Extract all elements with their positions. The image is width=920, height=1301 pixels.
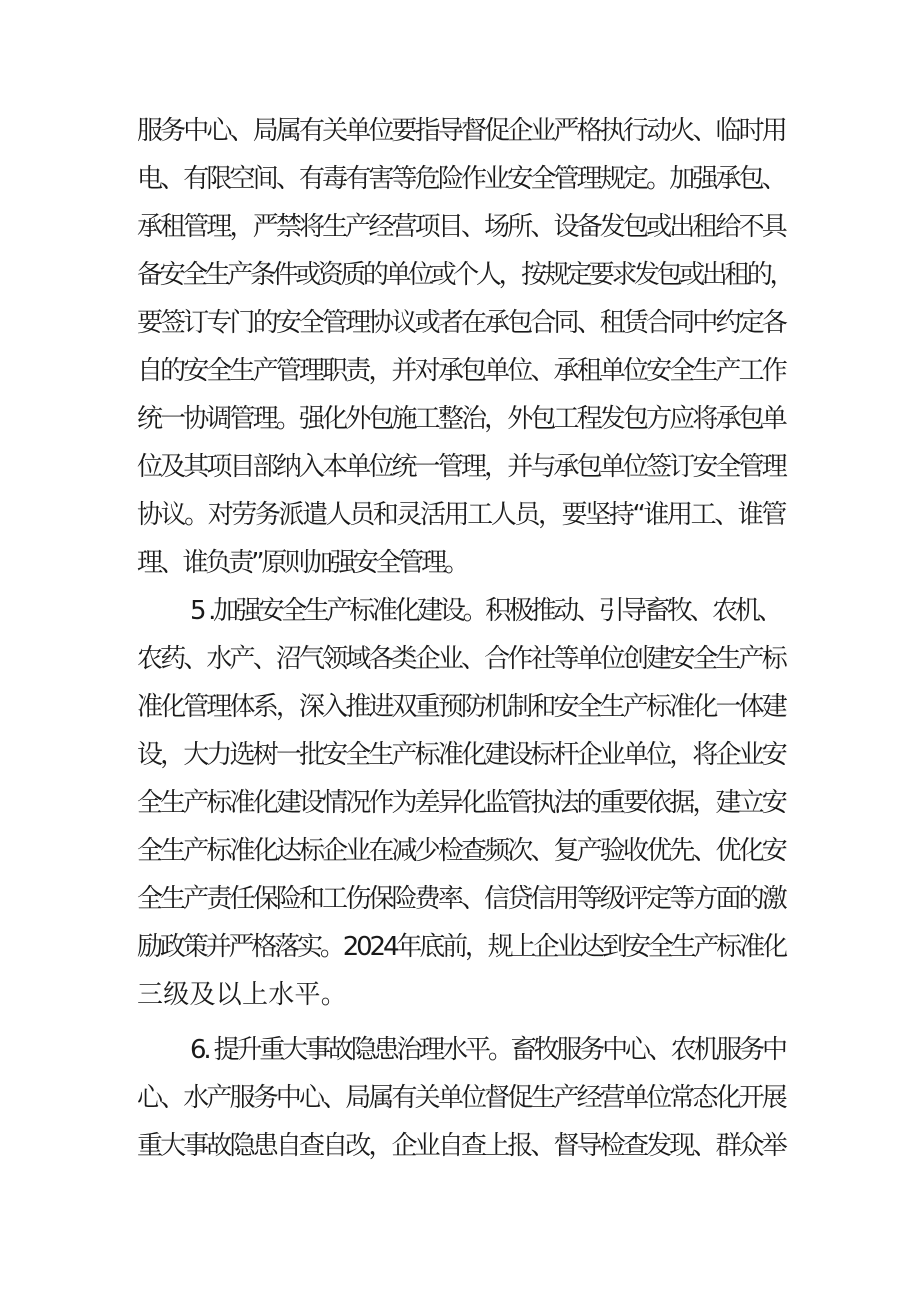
line-text: 备安全生产条件或资质的单位或个人，按规定要求发包或出租的， [137, 260, 793, 290]
text-line [0, 971, 920, 1019]
line-text: 协议。对劳务派遣人员和灵活用工人员，要坚持“谁用工、谁管 [137, 500, 785, 530]
line-text: 心、水产服务中心、局属有关单位督促生产经营单位常态化开展 [137, 1083, 785, 1113]
text-line [0, 299, 920, 347]
text-line [0, 1122, 920, 1170]
text-line [0, 827, 920, 875]
line-text: 服务中心、局属有关单位要指导督促企业严格执行动火、临时用 [137, 116, 785, 146]
text-line [0, 1026, 920, 1074]
line-text: 要签订专门的安全管理协议或者在承包合同、租赁合同中约定各 [137, 308, 785, 338]
line-text: 位及其项目部纳入本单位统一管理，并与承包单位签订安全管理 [137, 452, 785, 482]
line-text: 全生产责任保险和工伤保险费率、信贷信用等级评定等方面的激 [137, 884, 785, 914]
text-line [0, 155, 920, 203]
line-text: 重大事故隐患自查自改，企业自查上报、督导检查发现、群众举 [137, 1131, 785, 1161]
text-line [0, 203, 920, 251]
text-line [0, 443, 920, 491]
line-text: 电、有限空间、有毒有害等危险作业安全管理规定。加强承包、 [137, 164, 785, 194]
line-text: 准化管理体系，深入推进双重预防机制和安全生产标准化一体建 [137, 692, 785, 722]
text-line [0, 923, 920, 971]
line-text: 农药、水产、沼气领域各类企业、合作社等单位创建安全生产标 [137, 644, 785, 674]
text-line [0, 251, 920, 299]
text-line [0, 491, 920, 539]
text-line [0, 779, 920, 827]
line-text: 三级及以上水平。 [137, 980, 348, 1010]
text-line [0, 107, 920, 155]
line-text: 设，大力选树一批安全生产标准化建设标杆企业单位，将企业安 [137, 740, 785, 770]
text-line [0, 635, 920, 683]
text-line [0, 683, 920, 731]
text-line [0, 347, 920, 395]
line-text: 全生产标准化达标企业在减少检查频次、复产验收优先、优化安 [137, 836, 785, 866]
text-line [0, 875, 920, 923]
text-line [0, 1074, 920, 1122]
line-text: 承租管理，严禁将生产经营项目、场所、设备发包或出租给不具 [137, 212, 785, 242]
line-text: 6. 提升重大事故隐患治理水平。畜牧服务中心、农机服务中 [190, 1035, 785, 1065]
line-text: 全生产标准化建设情况作为差异化监管执法的重要依据，建立安 [137, 788, 785, 818]
text-line [0, 395, 920, 443]
text-line [0, 731, 920, 779]
line-text: 励政策并严格落实。2024年底前，规上企业达到安全生产标准化 [137, 932, 785, 962]
text-line [0, 587, 920, 635]
line-text: 理、谁负责”原则加强安全管理。 [137, 548, 467, 578]
line-text: 统一协调管理。强化外包施工整治，外包工程发包方应将承包单 [137, 404, 785, 434]
line-text: 自的安全生产管理职责，并对承包单位、承租单位安全生产工作 [137, 356, 785, 386]
line-text: 5 .加强安全生产标准化建设。积极推动、引导畜牧、农机、 [190, 596, 781, 626]
text-line [0, 539, 920, 587]
